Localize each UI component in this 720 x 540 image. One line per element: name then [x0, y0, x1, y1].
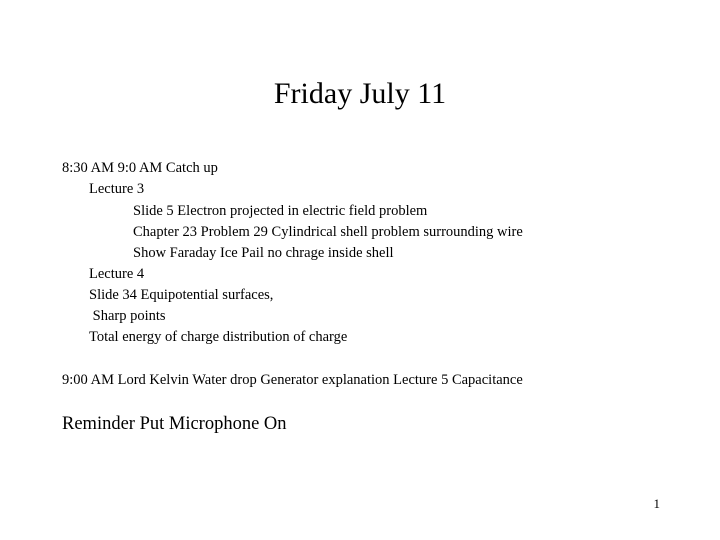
slide-title: Friday July 11: [273, 77, 447, 110]
agenda-line: Slide 5 Electron projected in electric field problem: [133, 203, 428, 219]
agenda-line: Show Faraday Ice Pail no chrage inside shell: [133, 245, 394, 261]
page-number: 1: [653, 496, 660, 511]
agenda-line: Lecture 3: [89, 181, 145, 197]
agenda-line: Total energy of charge distribution of charge: [89, 329, 348, 345]
agenda-line: Sharp points: [89, 308, 166, 324]
agenda-line: Lecture 4: [89, 266, 145, 282]
agenda-line: 8:30 AM 9:0 AM Catch up: [62, 160, 218, 176]
reminder-text: Reminder Put Microphone On: [62, 414, 287, 434]
agenda-line: Chapter 23 Problem 29 Cylindrical shell problem surrounding wire: [133, 224, 523, 240]
agenda-line: Slide 34 Equipotential surfaces,: [89, 287, 274, 303]
agenda-line: 9:00 AM Lord Kelvin Water drop Generator explanation Lecture 5 Capacitance: [62, 372, 523, 388]
